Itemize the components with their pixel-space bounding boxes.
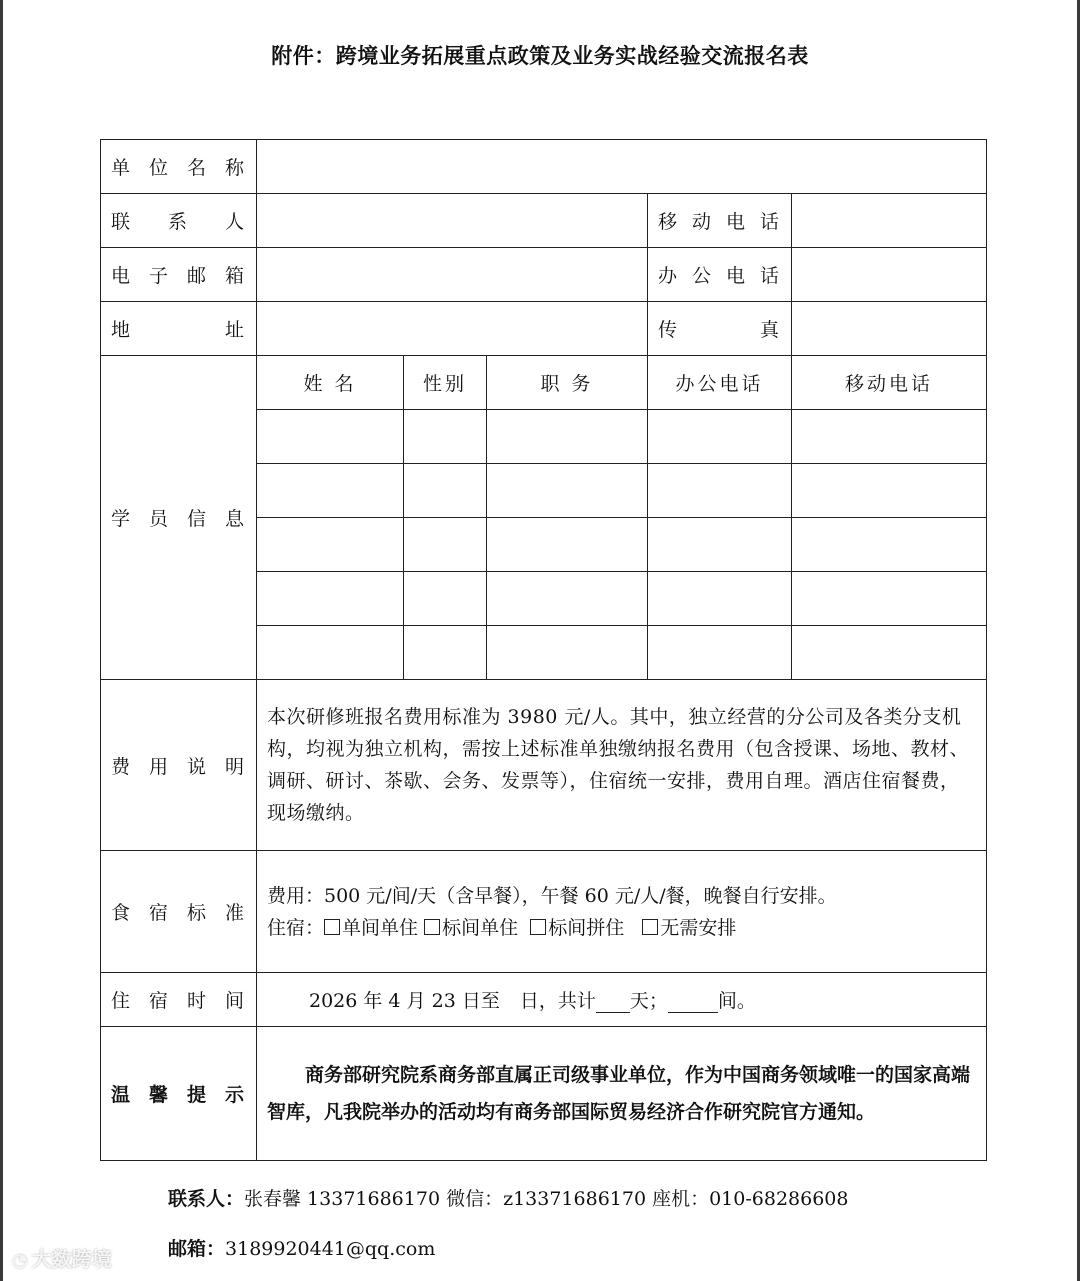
trainee-cell[interactable] xyxy=(487,410,648,464)
trainee-cell[interactable] xyxy=(648,464,792,518)
option-label: 单间单住 xyxy=(342,916,419,939)
trainee-cell[interactable] xyxy=(792,572,987,626)
trainee-cell[interactable] xyxy=(404,410,487,464)
trainee-cell[interactable] xyxy=(257,572,404,626)
trainee-cell[interactable] xyxy=(648,410,792,464)
trainee-cell[interactable] xyxy=(257,626,404,680)
contact-line xyxy=(168,1184,848,1211)
warm-tip-text: 商务部研究院系商务部直属正司级事业单位，作为中国商务领域唯一的国家高端智库，凡我院举办的活动均有商务部国际贸易经济合作研究院官方通知。 xyxy=(267,1063,971,1123)
stay-end-day-field[interactable] xyxy=(506,993,520,1013)
stay-days-text: 天； xyxy=(629,990,668,1012)
trainee-cell[interactable] xyxy=(257,410,404,464)
email-line xyxy=(168,1234,435,1261)
stay-time-content xyxy=(257,973,987,1027)
unit-name-field[interactable] xyxy=(257,140,987,194)
email-line-value[interactable]: 3189920441@qq.com xyxy=(225,1238,436,1260)
trainee-cell[interactable] xyxy=(404,518,487,572)
stay-start-text: 2026 年 4 月 23 日至 xyxy=(309,990,500,1012)
stay-days-field[interactable] xyxy=(596,992,630,1013)
trainee-info-label: 学员信息 xyxy=(101,356,257,680)
stay-end-text: 日，共计 xyxy=(519,990,596,1012)
unit-name-label: 单位名称 xyxy=(101,140,257,194)
trainee-header-name: 姓 名 xyxy=(257,356,404,410)
fax-label: 传真 xyxy=(648,302,792,356)
trainee-cell[interactable] xyxy=(792,518,987,572)
contact-line-value: 张春馨 13371686170 微信：z13371686170 座机：010-68286608 xyxy=(244,1188,849,1210)
lodging-options-line xyxy=(267,912,976,944)
trainee-cell[interactable] xyxy=(404,626,487,680)
stay-time-label: 住宿时间 xyxy=(101,973,257,1027)
checkbox-standard-room-shared[interactable] xyxy=(530,917,624,939)
trainee-cell[interactable] xyxy=(648,518,792,572)
trainee-cell[interactable] xyxy=(487,518,648,572)
mobile-label: 移动电话 xyxy=(648,194,792,248)
checkbox-no-lodging[interactable] xyxy=(642,917,736,939)
checkbox-icon xyxy=(530,919,546,935)
trainee-cell[interactable] xyxy=(257,518,404,572)
trainee-cell[interactable] xyxy=(792,464,987,518)
email-field[interactable] xyxy=(257,248,648,302)
warm-tip-content xyxy=(257,1027,987,1161)
fax-field[interactable] xyxy=(792,302,987,356)
lodging-fee-line: 费用：500 元/间/天（含早餐），午餐 60 元/人/餐，晚餐自行安排。 xyxy=(267,884,837,907)
trainee-cell[interactable] xyxy=(404,464,487,518)
trainee-header-mobile: 移动电话 xyxy=(792,356,987,410)
warm-tip-label: 温馨提示 xyxy=(101,1027,257,1161)
fee-description-text: 本次研修班报名费用标准为 3980 元/人。其中，独立经营的分公司及各类分支机构，均视为独立机构，需按上述标准单独缴纳报名费用（包含授课、场地、教材、调研、研讨、茶歇、会务、发票等），住宿统一安排，费用自理。酒店住宿餐费，现场缴纳。 xyxy=(257,680,987,851)
trainee-cell[interactable] xyxy=(648,626,792,680)
trainee-header-gender: 性别 xyxy=(404,356,487,410)
address-field[interactable] xyxy=(257,302,648,356)
stay-rooms-text: 间。 xyxy=(717,990,756,1012)
checkbox-icon xyxy=(324,919,340,935)
trainee-cell[interactable] xyxy=(404,572,487,626)
watermark-text: 大数跨境 xyxy=(31,1247,112,1271)
trainee-cell[interactable] xyxy=(487,626,648,680)
stay-rooms-field[interactable] xyxy=(668,992,718,1013)
left-edge xyxy=(0,0,3,1281)
watermark-logo-icon: ◔ xyxy=(12,1250,28,1271)
address-label: 地址 xyxy=(101,302,257,356)
office-phone-label: 办公电话 xyxy=(648,248,792,302)
trainee-cell[interactable] xyxy=(792,410,987,464)
checkbox-single-room-single[interactable] xyxy=(324,917,418,939)
option-label: 标间拼住 xyxy=(548,916,625,939)
mobile-field[interactable] xyxy=(792,194,987,248)
option-label: 无需安排 xyxy=(660,916,737,939)
lodging-standard-content xyxy=(257,851,987,973)
office-phone-field[interactable] xyxy=(792,248,987,302)
trainee-cell[interactable] xyxy=(257,464,404,518)
checkbox-standard-room-single[interactable] xyxy=(424,917,518,939)
trainee-header-office-phone: 办公电话 xyxy=(648,356,792,410)
registration-form xyxy=(100,139,987,1161)
lodging-standard-label: 食宿标准 xyxy=(101,851,257,973)
trainee-cell[interactable] xyxy=(648,572,792,626)
fee-description-label: 费用说明 xyxy=(101,680,257,851)
option-label: 标间单住 xyxy=(442,916,519,939)
email-label: 电子邮箱 xyxy=(101,248,257,302)
trainee-cell[interactable] xyxy=(487,572,648,626)
lodging-options-prefix: 住宿： xyxy=(267,916,325,939)
contact-line-label: 联系人： xyxy=(168,1188,245,1210)
contact-person-field[interactable] xyxy=(257,194,648,248)
contact-person-label: 联系人 xyxy=(101,194,257,248)
document-title: 附件：跨境业务拓展重点政策及业务实战经验交流报名表 xyxy=(271,43,809,68)
watermark xyxy=(12,1243,112,1272)
trainee-header-position: 职 务 xyxy=(487,356,648,410)
trainee-cell[interactable] xyxy=(792,626,987,680)
checkbox-icon xyxy=(642,919,658,935)
trainee-cell[interactable] xyxy=(487,464,648,518)
email-line-label: 邮箱： xyxy=(168,1238,226,1260)
checkbox-icon xyxy=(424,919,440,935)
